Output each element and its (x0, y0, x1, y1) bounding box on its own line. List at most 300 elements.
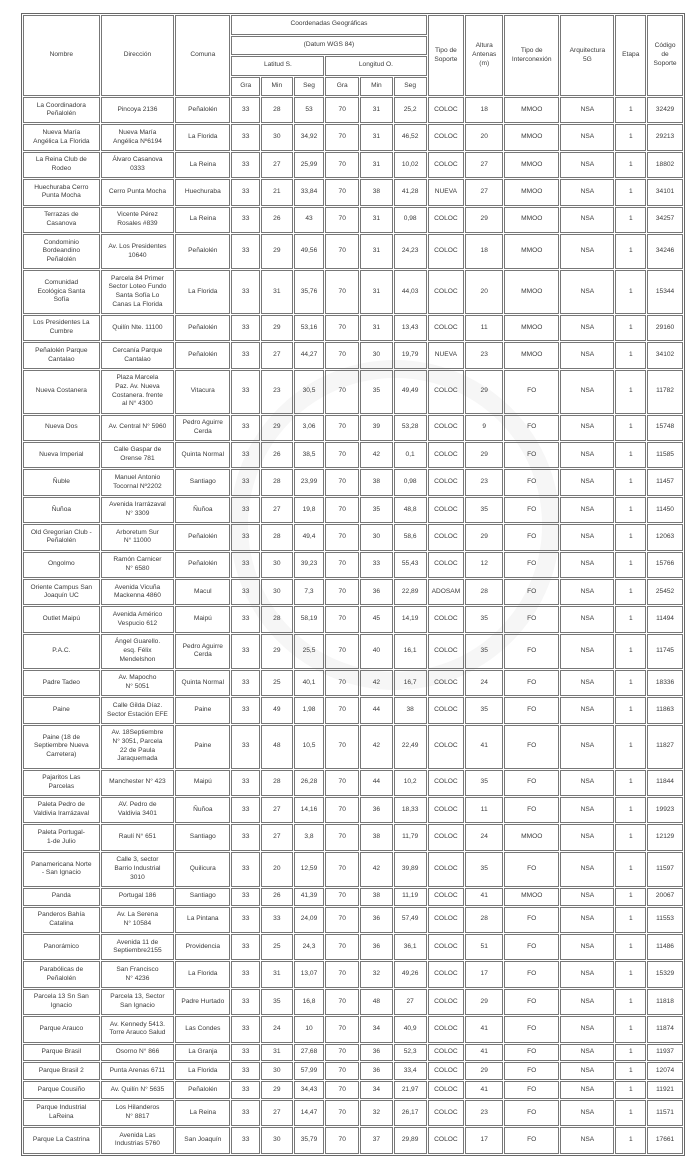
cell-lon-seg: 39,89 (394, 852, 427, 887)
cell-etapa: 1 (615, 989, 646, 1015)
cell-interconexion: FO (504, 1016, 559, 1042)
cell-nombre: Parque Brasil 2 (23, 1062, 100, 1080)
cell-etapa: 1 (615, 97, 646, 123)
cell-interconexion: FO (504, 497, 559, 523)
cell-codigo: 11827 (647, 725, 683, 769)
cell-codigo: 12129 (647, 824, 683, 850)
cell-lat-seg: 24,3 (294, 934, 325, 960)
cell-lat-min: 31 (261, 961, 293, 987)
cell-etapa: 1 (615, 179, 646, 205)
cell-interconexion: FO (504, 469, 559, 495)
cell-lon-gra: 70 (325, 152, 359, 178)
cell-lat-min: 29 (261, 415, 293, 441)
table-row (23, 1100, 683, 1126)
cell-comuna: La Florida (175, 961, 230, 987)
cell-etapa: 1 (615, 770, 646, 796)
cell-interconexion: MMOO (504, 315, 559, 341)
cell-lon-min: 35 (360, 497, 393, 523)
cell-codigo: 34257 (647, 207, 683, 233)
cell-codigo: 11863 (647, 697, 683, 723)
cell-comuna: Pedro Aguirre Cerda (175, 634, 230, 669)
cell-comuna: Peñalolén (175, 524, 230, 550)
cell-interconexion: MMOO (504, 97, 559, 123)
cell-tipo-soporte: COLOC (428, 415, 465, 441)
cell-codigo: 15344 (647, 270, 683, 314)
cell-direccion: Av. Mapocho N° 5051 (101, 670, 175, 696)
table-row (23, 907, 683, 933)
cell-lat-seg: 53 (294, 97, 325, 123)
cell-lat-seg: 1,98 (294, 697, 325, 723)
cell-arquitectura: NSA (560, 606, 614, 632)
cell-comuna: Quinta Normal (175, 442, 230, 468)
cell-nombre: Huechuraba Cerro Punta Mocha (23, 179, 100, 205)
cell-lon-gra: 70 (325, 961, 359, 987)
cell-nombre: Terrazas de Casanova (23, 207, 100, 233)
header-lat-seg: Seg (294, 77, 325, 97)
cell-lat-seg: 58,19 (294, 606, 325, 632)
cell-nombre: Paleta Portugal- 1-de Julio (23, 824, 100, 850)
cell-etapa: 1 (615, 634, 646, 669)
cell-etapa: 1 (615, 1100, 646, 1126)
table-row (23, 497, 683, 523)
cell-altura: 41 (465, 1081, 503, 1099)
cell-interconexion: MMOO (504, 342, 559, 368)
cell-lon-min: 42 (360, 442, 393, 468)
cell-etapa: 1 (615, 342, 646, 368)
cell-etapa: 1 (615, 907, 646, 933)
cell-etapa: 1 (615, 442, 646, 468)
cell-tipo-soporte: ADOSAM (428, 579, 465, 605)
cell-lon-min: 36 (360, 907, 393, 933)
cell-lat-gra: 33 (231, 634, 260, 669)
cell-arquitectura: NSA (560, 670, 614, 696)
cell-lon-min: 44 (360, 770, 393, 796)
cell-lat-seg: 27,68 (294, 1044, 325, 1062)
cell-nombre: Ongolmo (23, 552, 100, 578)
cell-nombre: P.A.C. (23, 634, 100, 669)
cell-lat-gra: 33 (231, 1100, 260, 1126)
cell-direccion: Parcela 84 Primer Sector Loteo Fundo Santa Sofía Lo Canas La Florida (101, 270, 175, 314)
cell-lon-seg: 29,89 (394, 1127, 427, 1153)
cell-nombre: Old Gregorian Club - Peñalolén (23, 524, 100, 550)
cell-etapa: 1 (615, 697, 646, 723)
cell-direccion: AV. Pedro de Valdivia 3401 (101, 797, 175, 823)
cell-comuna: Santiago (175, 469, 230, 495)
cell-interconexion: FO (504, 524, 559, 550)
cell-lon-seg: 38 (394, 697, 427, 723)
cell-lat-min: 33 (261, 907, 293, 933)
cell-altura: 29 (465, 442, 503, 468)
cell-lon-gra: 70 (325, 934, 359, 960)
cell-altura: 27 (465, 179, 503, 205)
cell-lat-gra: 33 (231, 124, 260, 150)
header-latitud: Latitud S. (231, 56, 324, 76)
cell-lon-seg: 53,28 (394, 415, 427, 441)
cell-lon-min: 38 (360, 824, 393, 850)
cell-lon-min: 31 (360, 315, 393, 341)
cell-interconexion: MMOO (504, 124, 559, 150)
cell-etapa: 1 (615, 370, 646, 414)
cell-arquitectura: NSA (560, 961, 614, 987)
cell-interconexion: MMOO (504, 179, 559, 205)
cell-lat-seg: 26,28 (294, 770, 325, 796)
cell-lat-min: 26 (261, 207, 293, 233)
cell-direccion: Manchester N° 423 (101, 770, 175, 796)
cell-tipo-soporte: COLOC (428, 442, 465, 468)
cell-lon-min: 39 (360, 415, 393, 441)
cell-codigo: 11844 (647, 770, 683, 796)
table-row (23, 1127, 683, 1153)
cell-lon-seg: 21,97 (394, 1081, 427, 1099)
cell-direccion: Avenida Américo Vespucio 612 (101, 606, 175, 632)
header-arquitectura: Arquitectura 5G (560, 15, 614, 96)
cell-altura: 41 (465, 1044, 503, 1062)
cell-arquitectura: NSA (560, 207, 614, 233)
cell-arquitectura: NSA (560, 989, 614, 1015)
table-row (23, 579, 683, 605)
cell-lat-seg: 34,92 (294, 124, 325, 150)
cell-comuna: Maipú (175, 606, 230, 632)
cell-lat-gra: 33 (231, 1127, 260, 1153)
cell-comuna: San Joaquín (175, 1127, 230, 1153)
cell-tipo-soporte: COLOC (428, 888, 465, 906)
cell-tipo-soporte: COLOC (428, 907, 465, 933)
cell-lon-seg: 33,4 (394, 1062, 427, 1080)
cell-comuna: Huechuraba (175, 179, 230, 205)
cell-etapa: 1 (615, 670, 646, 696)
cell-arquitectura: NSA (560, 579, 614, 605)
cell-interconexion: FO (504, 1081, 559, 1099)
cell-lat-seg: 16,8 (294, 989, 325, 1015)
cell-lat-min: 27 (261, 497, 293, 523)
cell-nombre: Parque Industrial LaReina (23, 1100, 100, 1126)
cell-altura: 27 (465, 152, 503, 178)
header-lon-gra: Gra (325, 77, 359, 97)
cell-arquitectura: NSA (560, 634, 614, 669)
table-row (23, 524, 683, 550)
cell-arquitectura: NSA (560, 1100, 614, 1126)
cell-altura: 29 (465, 524, 503, 550)
table-header (23, 15, 683, 96)
cell-lon-min: 30 (360, 342, 393, 368)
cell-lon-min: 36 (360, 1062, 393, 1080)
cell-codigo: 11450 (647, 497, 683, 523)
cell-nombre: Panamericana Norte - San Ignacio (23, 852, 100, 887)
cell-comuna: Quinta Normal (175, 670, 230, 696)
cell-altura: 41 (465, 1016, 503, 1042)
cell-comuna: Santiago (175, 824, 230, 850)
cell-tipo-soporte: COLOC (428, 606, 465, 632)
cell-lon-seg: 46,52 (394, 124, 427, 150)
cell-lon-gra: 70 (325, 725, 359, 769)
cell-lat-gra: 33 (231, 888, 260, 906)
cell-lat-gra: 33 (231, 152, 260, 178)
cell-lon-seg: 10,02 (394, 152, 427, 178)
header-direccion: Dirección (101, 15, 175, 96)
cell-interconexion: FO (504, 797, 559, 823)
cell-arquitectura: NSA (560, 442, 614, 468)
cell-etapa: 1 (615, 152, 646, 178)
cell-nombre: Ñuble (23, 469, 100, 495)
cell-direccion: Av. Los Presidentes 10640 (101, 234, 175, 269)
cell-altura: 28 (465, 907, 503, 933)
cell-lon-min: 31 (360, 124, 393, 150)
cell-lon-gra: 70 (325, 97, 359, 123)
cell-lat-min: 21 (261, 179, 293, 205)
cell-lat-seg: 53,16 (294, 315, 325, 341)
cell-lat-seg: 23,99 (294, 469, 325, 495)
cell-interconexion: FO (504, 725, 559, 769)
cell-lat-seg: 40,1 (294, 670, 325, 696)
cell-lat-seg: 39,23 (294, 552, 325, 578)
cell-lon-seg: 24,23 (394, 234, 427, 269)
cell-altura: 29 (465, 370, 503, 414)
cell-nombre: Parque Brasil (23, 1044, 100, 1062)
cell-lon-gra: 70 (325, 524, 359, 550)
cell-lon-gra: 70 (325, 1016, 359, 1042)
cell-lat-gra: 33 (231, 852, 260, 887)
cell-arquitectura: NSA (560, 234, 614, 269)
cell-lon-gra: 70 (325, 179, 359, 205)
cell-lon-gra: 70 (325, 1062, 359, 1080)
cell-lat-seg: 35,79 (294, 1127, 325, 1153)
table-row (23, 634, 683, 669)
cell-tipo-soporte: COLOC (428, 497, 465, 523)
cell-lat-min: 20 (261, 852, 293, 887)
cell-arquitectura: NSA (560, 370, 614, 414)
cell-codigo: 11486 (647, 934, 683, 960)
cell-lon-gra: 70 (325, 469, 359, 495)
cell-interconexion: FO (504, 989, 559, 1015)
cell-lon-seg: 41,28 (394, 179, 427, 205)
cell-lat-gra: 33 (231, 234, 260, 269)
header-longitud: Longitud O. (325, 56, 426, 76)
cell-lon-seg: 55,43 (394, 552, 427, 578)
cell-tipo-soporte: NUEVA (428, 342, 465, 368)
cell-nombre: Parabólicas de Peñalolén (23, 961, 100, 987)
cell-tipo-soporte: COLOC (428, 270, 465, 314)
cell-lat-seg: 14,47 (294, 1100, 325, 1126)
cell-lat-seg: 12,59 (294, 852, 325, 887)
cell-nombre: Paine (18 de Septiembre Nueva Carretera) (23, 725, 100, 769)
cell-etapa: 1 (615, 270, 646, 314)
cell-direccion: Av. 18Septiembre N° 3051, Parcela 22 de Paula Jaraquemada (101, 725, 175, 769)
cell-lat-seg: 38,5 (294, 442, 325, 468)
cell-altura: 23 (465, 1100, 503, 1126)
cell-lon-gra: 70 (325, 989, 359, 1015)
cell-codigo: 19923 (647, 797, 683, 823)
table-row (23, 270, 683, 314)
cell-lat-gra: 33 (231, 1016, 260, 1042)
cell-lon-gra: 70 (325, 1081, 359, 1099)
cell-comuna: Ñuñoa (175, 497, 230, 523)
header-lat-min: Min (261, 77, 293, 97)
cell-direccion: Los Hilanderos N° 8817 (101, 1100, 175, 1126)
table-row (23, 770, 683, 796)
cell-etapa: 1 (615, 797, 646, 823)
cell-altura: 18 (465, 97, 503, 123)
cell-comuna: Peñalolén (175, 552, 230, 578)
cell-lat-gra: 33 (231, 725, 260, 769)
cell-comuna: Quilicura (175, 852, 230, 887)
cell-altura: 23 (465, 469, 503, 495)
cell-nombre: Panda (23, 888, 100, 906)
cell-lat-min: 27 (261, 824, 293, 850)
cell-altura: 17 (465, 1127, 503, 1153)
cell-lon-gra: 70 (325, 234, 359, 269)
cell-nombre: Paleta Pedro de Valdivia Irarrázaval (23, 797, 100, 823)
cell-lat-gra: 33 (231, 315, 260, 341)
cell-interconexion: FO (504, 1127, 559, 1153)
cell-etapa: 1 (615, 124, 646, 150)
cell-lat-gra: 33 (231, 606, 260, 632)
cell-direccion: Avenida Las Industrias 5760 (101, 1127, 175, 1153)
cell-tipo-soporte: COLOC (428, 124, 465, 150)
cell-lat-gra: 33 (231, 415, 260, 441)
cell-tipo-soporte: COLOC (428, 469, 465, 495)
cell-direccion: Osorno N° 866 (101, 1044, 175, 1062)
cell-lon-min: 31 (360, 207, 393, 233)
cell-lat-min: 35 (261, 989, 293, 1015)
cell-nombre: Nueva Imperial (23, 442, 100, 468)
cell-lon-gra: 70 (325, 442, 359, 468)
cell-lon-seg: 22,49 (394, 725, 427, 769)
cell-lat-gra: 33 (231, 342, 260, 368)
cell-lat-min: 29 (261, 315, 293, 341)
cell-lon-min: 38 (360, 179, 393, 205)
cell-lat-seg: 24,09 (294, 907, 325, 933)
cell-direccion: Cerro Punta Mocha (101, 179, 175, 205)
cell-lon-gra: 70 (325, 1100, 359, 1126)
cell-lat-seg: 30,5 (294, 370, 325, 414)
cell-direccion: Portugal 186 (101, 888, 175, 906)
cell-altura: 17 (465, 961, 503, 987)
cell-lat-seg: 43 (294, 207, 325, 233)
cell-lat-gra: 33 (231, 97, 260, 123)
cell-lon-seg: 44,03 (394, 270, 427, 314)
cell-altura: 12 (465, 552, 503, 578)
cell-tipo-soporte: COLOC (428, 1016, 465, 1042)
cell-interconexion: FO (504, 670, 559, 696)
header-altura: Altura Antenas (m) (465, 15, 503, 96)
cell-nombre: Parcela 13 Sn San Ignacio (23, 989, 100, 1015)
cell-arquitectura: NSA (560, 152, 614, 178)
cell-tipo-soporte: COLOC (428, 370, 465, 414)
cell-interconexion: FO (504, 634, 559, 669)
cell-interconexion: FO (504, 961, 559, 987)
cell-altura: 35 (465, 634, 503, 669)
cell-arquitectura: NSA (560, 179, 614, 205)
cell-codigo: 11585 (647, 442, 683, 468)
cell-lat-seg: 57,99 (294, 1062, 325, 1080)
cell-altura: 11 (465, 797, 503, 823)
cell-arquitectura: NSA (560, 1062, 614, 1080)
cell-codigo: 29213 (647, 124, 683, 150)
cell-arquitectura: NSA (560, 725, 614, 769)
cell-comuna: Santiago (175, 888, 230, 906)
cell-interconexion: MMOO (504, 824, 559, 850)
cell-comuna: Pedro Aguirre Cerda (175, 415, 230, 441)
cell-tipo-soporte: COLOC (428, 770, 465, 796)
cell-lat-seg: 3,8 (294, 824, 325, 850)
cell-lat-min: 30 (261, 1062, 293, 1080)
cell-altura: 51 (465, 934, 503, 960)
header-nombre: Nombre (23, 15, 100, 96)
cell-lon-gra: 70 (325, 415, 359, 441)
table-row (23, 234, 683, 269)
cell-altura: 29 (465, 989, 503, 1015)
cell-lon-gra: 70 (325, 670, 359, 696)
cell-altura: 24 (465, 824, 503, 850)
cell-tipo-soporte: COLOC (428, 670, 465, 696)
cell-interconexion: FO (504, 552, 559, 578)
cell-nombre: Panderos Bahía Catalina (23, 907, 100, 933)
cell-arquitectura: NSA (560, 934, 614, 960)
cell-lat-gra: 33 (231, 497, 260, 523)
cell-arquitectura: NSA (560, 124, 614, 150)
cell-direccion: Av. Quilín N° 5635 (101, 1081, 175, 1099)
cell-lat-gra: 33 (231, 370, 260, 414)
cell-lat-min: 23 (261, 370, 293, 414)
cell-lon-gra: 70 (325, 315, 359, 341)
cell-nombre: La Coordinadora Peñalolén (23, 97, 100, 123)
cell-lat-min: 27 (261, 152, 293, 178)
cell-arquitectura: NSA (560, 907, 614, 933)
cell-tipo-soporte: COLOC (428, 524, 465, 550)
cell-codigo: 12074 (647, 1062, 683, 1080)
cell-lon-min: 36 (360, 797, 393, 823)
table-row (23, 934, 683, 960)
cell-tipo-soporte: COLOC (428, 1127, 465, 1153)
cell-codigo: 11457 (647, 469, 683, 495)
cell-lon-min: 35 (360, 370, 393, 414)
header-comuna: Comuna (175, 15, 230, 96)
cell-altura: 35 (465, 852, 503, 887)
cell-direccion: Av. La Serena N° 10584 (101, 907, 175, 933)
cell-lon-gra: 70 (325, 579, 359, 605)
table-row (23, 989, 683, 1015)
table-row (23, 124, 683, 150)
cell-lat-min: 25 (261, 670, 293, 696)
cell-nombre: Oriente Campus San Joaquín UC (23, 579, 100, 605)
cell-codigo: 11745 (647, 634, 683, 669)
cell-codigo: 20067 (647, 888, 683, 906)
cell-tipo-soporte: COLOC (428, 852, 465, 887)
cell-direccion: Punta Arenas 6711 (101, 1062, 175, 1080)
cell-etapa: 1 (615, 469, 646, 495)
cell-lon-seg: 27 (394, 989, 427, 1015)
cell-etapa: 1 (615, 934, 646, 960)
cell-tipo-soporte: COLOC (428, 725, 465, 769)
cell-lon-min: 36 (360, 1044, 393, 1062)
cell-nombre: Ñuñoa (23, 497, 100, 523)
cell-lon-min: 34 (360, 1081, 393, 1099)
cell-lon-min: 38 (360, 888, 393, 906)
table-row (23, 725, 683, 769)
table-row (23, 1062, 683, 1080)
cell-codigo: 11921 (647, 1081, 683, 1099)
cell-etapa: 1 (615, 1044, 646, 1062)
cell-interconexion: FO (504, 1062, 559, 1080)
cell-arquitectura: NSA (560, 524, 614, 550)
cell-lon-seg: 52,3 (394, 1044, 427, 1062)
cell-interconexion: FO (504, 579, 559, 605)
cell-comuna: Padre Hurtado (175, 989, 230, 1015)
cell-nombre: Los Presidentes La Cumbre (23, 315, 100, 341)
cell-lon-min: 30 (360, 524, 393, 550)
cell-nombre: Nueva María Angélica La Florida (23, 124, 100, 150)
cell-tipo-soporte: COLOC (428, 152, 465, 178)
